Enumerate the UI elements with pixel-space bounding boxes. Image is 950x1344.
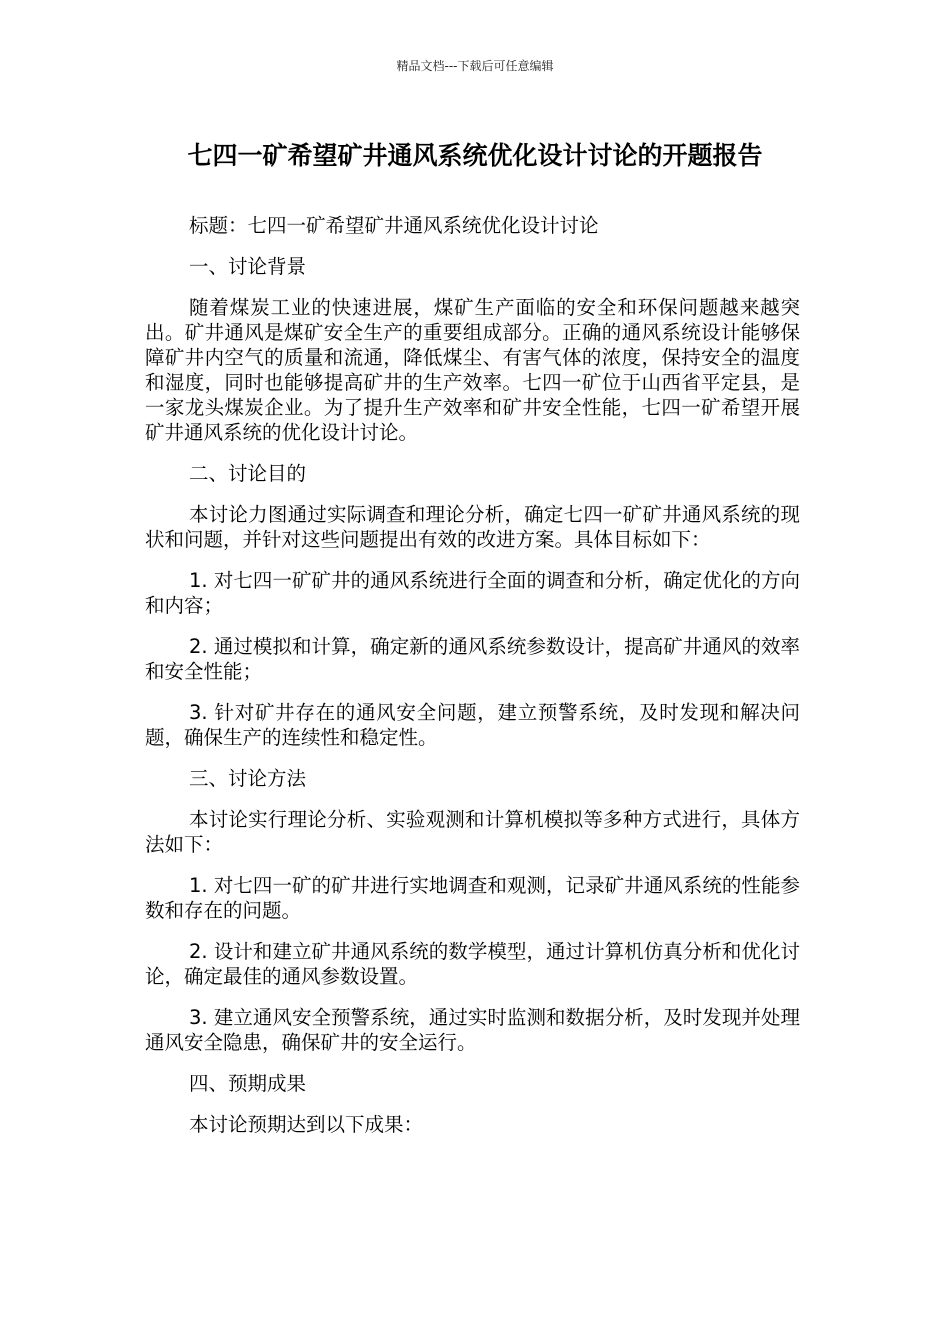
methods-paragraph: 本讨论实行理论分析、实验观测和计算机模拟等多种方式进行，具体方法如下： [145, 808, 800, 856]
section-heading-purpose: 二、讨论目的 [189, 462, 307, 485]
purpose-item-2: 2. 通过模拟和计算，确定新的通风系统参数设计，提高矿井通风的效率和安全性能； [145, 635, 800, 683]
document-title: 七四一矿希望矿井通风系统优化设计讨论的开题报告 [187, 141, 763, 170]
methods-item-1: 1. 对七四一矿的矿井进行实地调查和观测，记录矿井通风系统的性能参数和存在的问题。 [145, 874, 800, 922]
section-heading-results: 四、预期成果 [189, 1072, 307, 1095]
purpose-item-3: 3. 针对矿井存在的通风安全问题，建立预警系统，及时发现和解决问题，确保生产的连续性和稳定性。 [145, 701, 800, 749]
document-body [145, 213, 800, 1153]
section-heading-methods: 三、讨论方法 [189, 767, 307, 790]
methods-item-2: 2. 设计和建立矿井通风系统的数学模型，通过计算机仿真分析和优化讨论，确定最佳的通风参数设置。 [145, 940, 800, 988]
background-paragraph: 随着煤炭工业的快速进展，煤矿生产面临的安全和环保问题越来越突出。矿井通风是煤矿安全生产的重要组成部分。正确的通风系统设计能够保障矿井内空气的质量和流通，降低煤尘、有害气体的浓度，保持安全的温度和湿度，同时也能够提高矿井的生产效率。七四一矿位于山西省平定县，是一家龙头煤炭企业。为了提升生产效率和矿井安全性能，七四一矿希望开展矿井通风系统的优化设计讨论。 [145, 296, 800, 444]
purpose-item-1: 1. 对七四一矿矿井的通风系统进行全面的调查和分析，确定优化的方向和内容； [145, 569, 800, 617]
page-header: 精品文档---下载后可任意编辑 [396, 59, 554, 73]
results-paragraph: 本讨论预期达到以下成果： [189, 1113, 424, 1136]
section-heading-background: 一、讨论背景 [189, 255, 307, 278]
subject-line: 标题：七四一矿希望矿井通风系统优化设计讨论 [189, 214, 599, 237]
methods-item-3: 3. 建立通风安全预警系统，通过实时监测和数据分析，及时发现并处理通风安全隐患，确保矿井的安全运行。 [145, 1006, 800, 1054]
purpose-paragraph: 本讨论力图通过实际调查和理论分析，确定七四一矿矿井通风系统的现状和问题，并针对这些问题提出有效的改进方案。具体目标如下： [145, 503, 800, 551]
